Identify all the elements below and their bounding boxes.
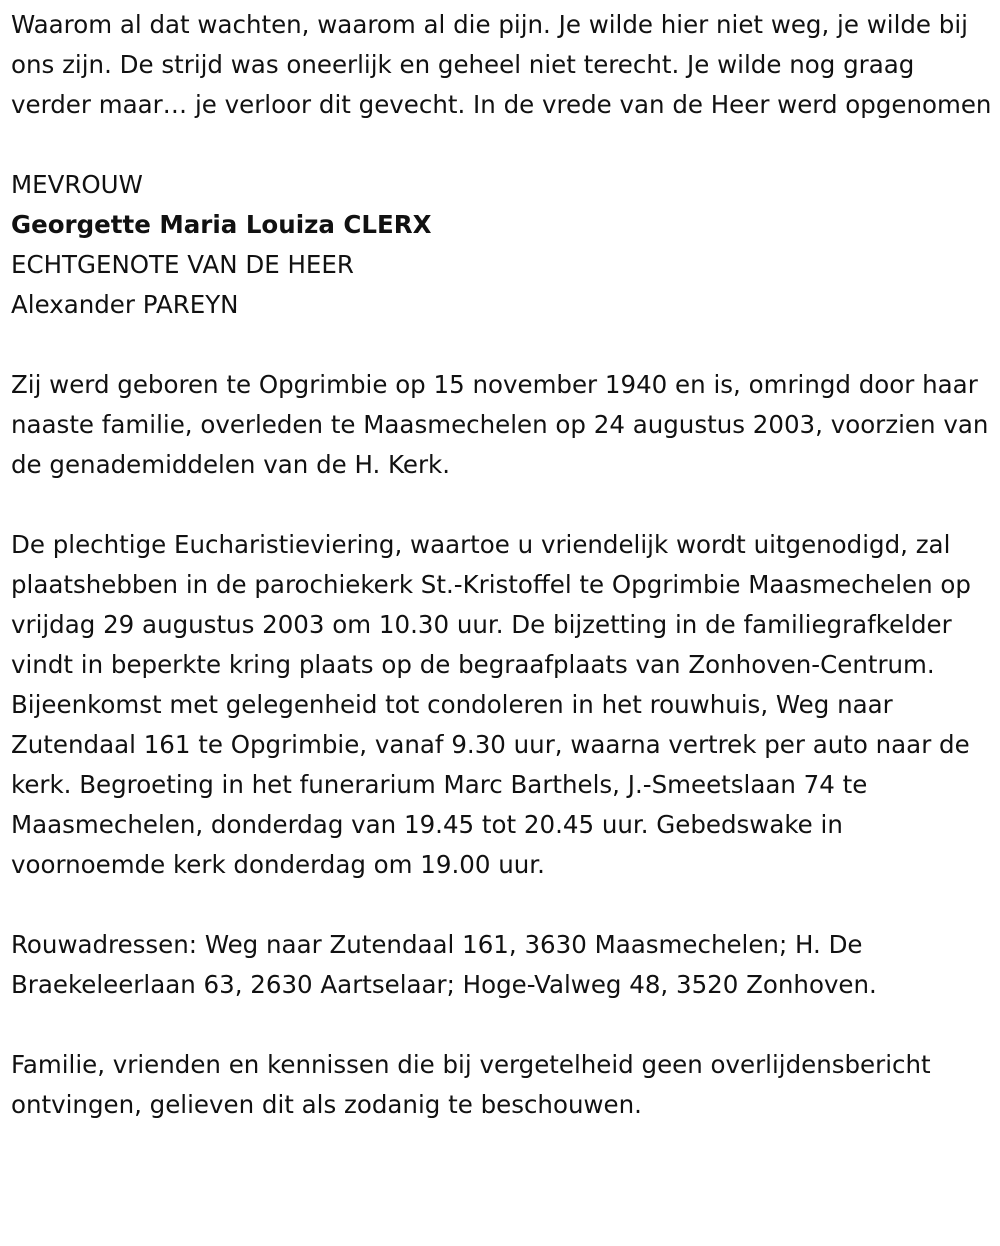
addresses-paragraph: Rouwadressen: Weg naar Zutendaal 161, 3630 Maasmechelen; H. De Braekeleerlaan 63, 2630 Aartselaar; Hoge-Valweg 48, 3520 Zonhoven. [11, 930, 877, 999]
obituary-notice [11, 5, 996, 1125]
birth-death-paragraph: Zij werd geboren te Opgrimbie op 15 november 1940 en is, omringd door haar naaste familie, overleden te Maasmechelen op 24 augustus 2003, voorzien van de genademiddelen van de H. Kerk. [11, 370, 989, 479]
spacer [11, 485, 996, 525]
ceremony-paragraph: De plechtige Eucharistieviering, waartoe u vriendelijk wordt uitgenodigd, zal plaatshebben in de parochiekerk St.-Kristoffel te Opgrimbie Maasmechelen op vrijdag 29 augustus 2003 om 10.30 uur. De bijzetting in de familiegrafkelder vindt in beperkte kring plaats op de begraafplaats van Zonhoven-Centrum. Bijeenkomst met gelegenheid tot condoleren in het rouwhuis, Weg naar Zutendaal 161 te Opgrimbie, vanaf 9.30 uur, waarna vertrek per auto naar de kerk. Begroeting in het funerarium Marc Barthels, J.-Smeetslaan 74 te Maasmechelen, donderdag van 19.45 tot 20.45 uur. Gebedswake in voornoemde kerk donderdag om 19.00 uur. [11, 530, 971, 879]
spacer [11, 125, 996, 165]
spacer [11, 1005, 996, 1045]
spacer [11, 885, 996, 925]
closing-paragraph: Familie, vrienden en kennissen die bij vergetelheid geen overlijdensbericht ontvingen, gelieven dit als zodanig te beschouwen. [11, 1050, 931, 1119]
relation-line: ECHTGENOTE VAN DE HEER [11, 250, 354, 279]
spouse-name: Alexander PAREYN [11, 290, 239, 319]
deceased-name: Georgette Maria Louiza CLERX [11, 210, 432, 239]
salutation: MEVROUW [11, 170, 143, 199]
spacer [11, 325, 996, 365]
intro-verse: Waarom al dat wachten, waarom al die pijn. Je wilde hier niet weg, je wilde bij ons zijn. De strijd was oneerlijk en geheel niet terecht. Je wilde nog graag verder maar… je verloor dit gevecht. In de vrede van de Heer werd opgenomen [11, 10, 992, 119]
